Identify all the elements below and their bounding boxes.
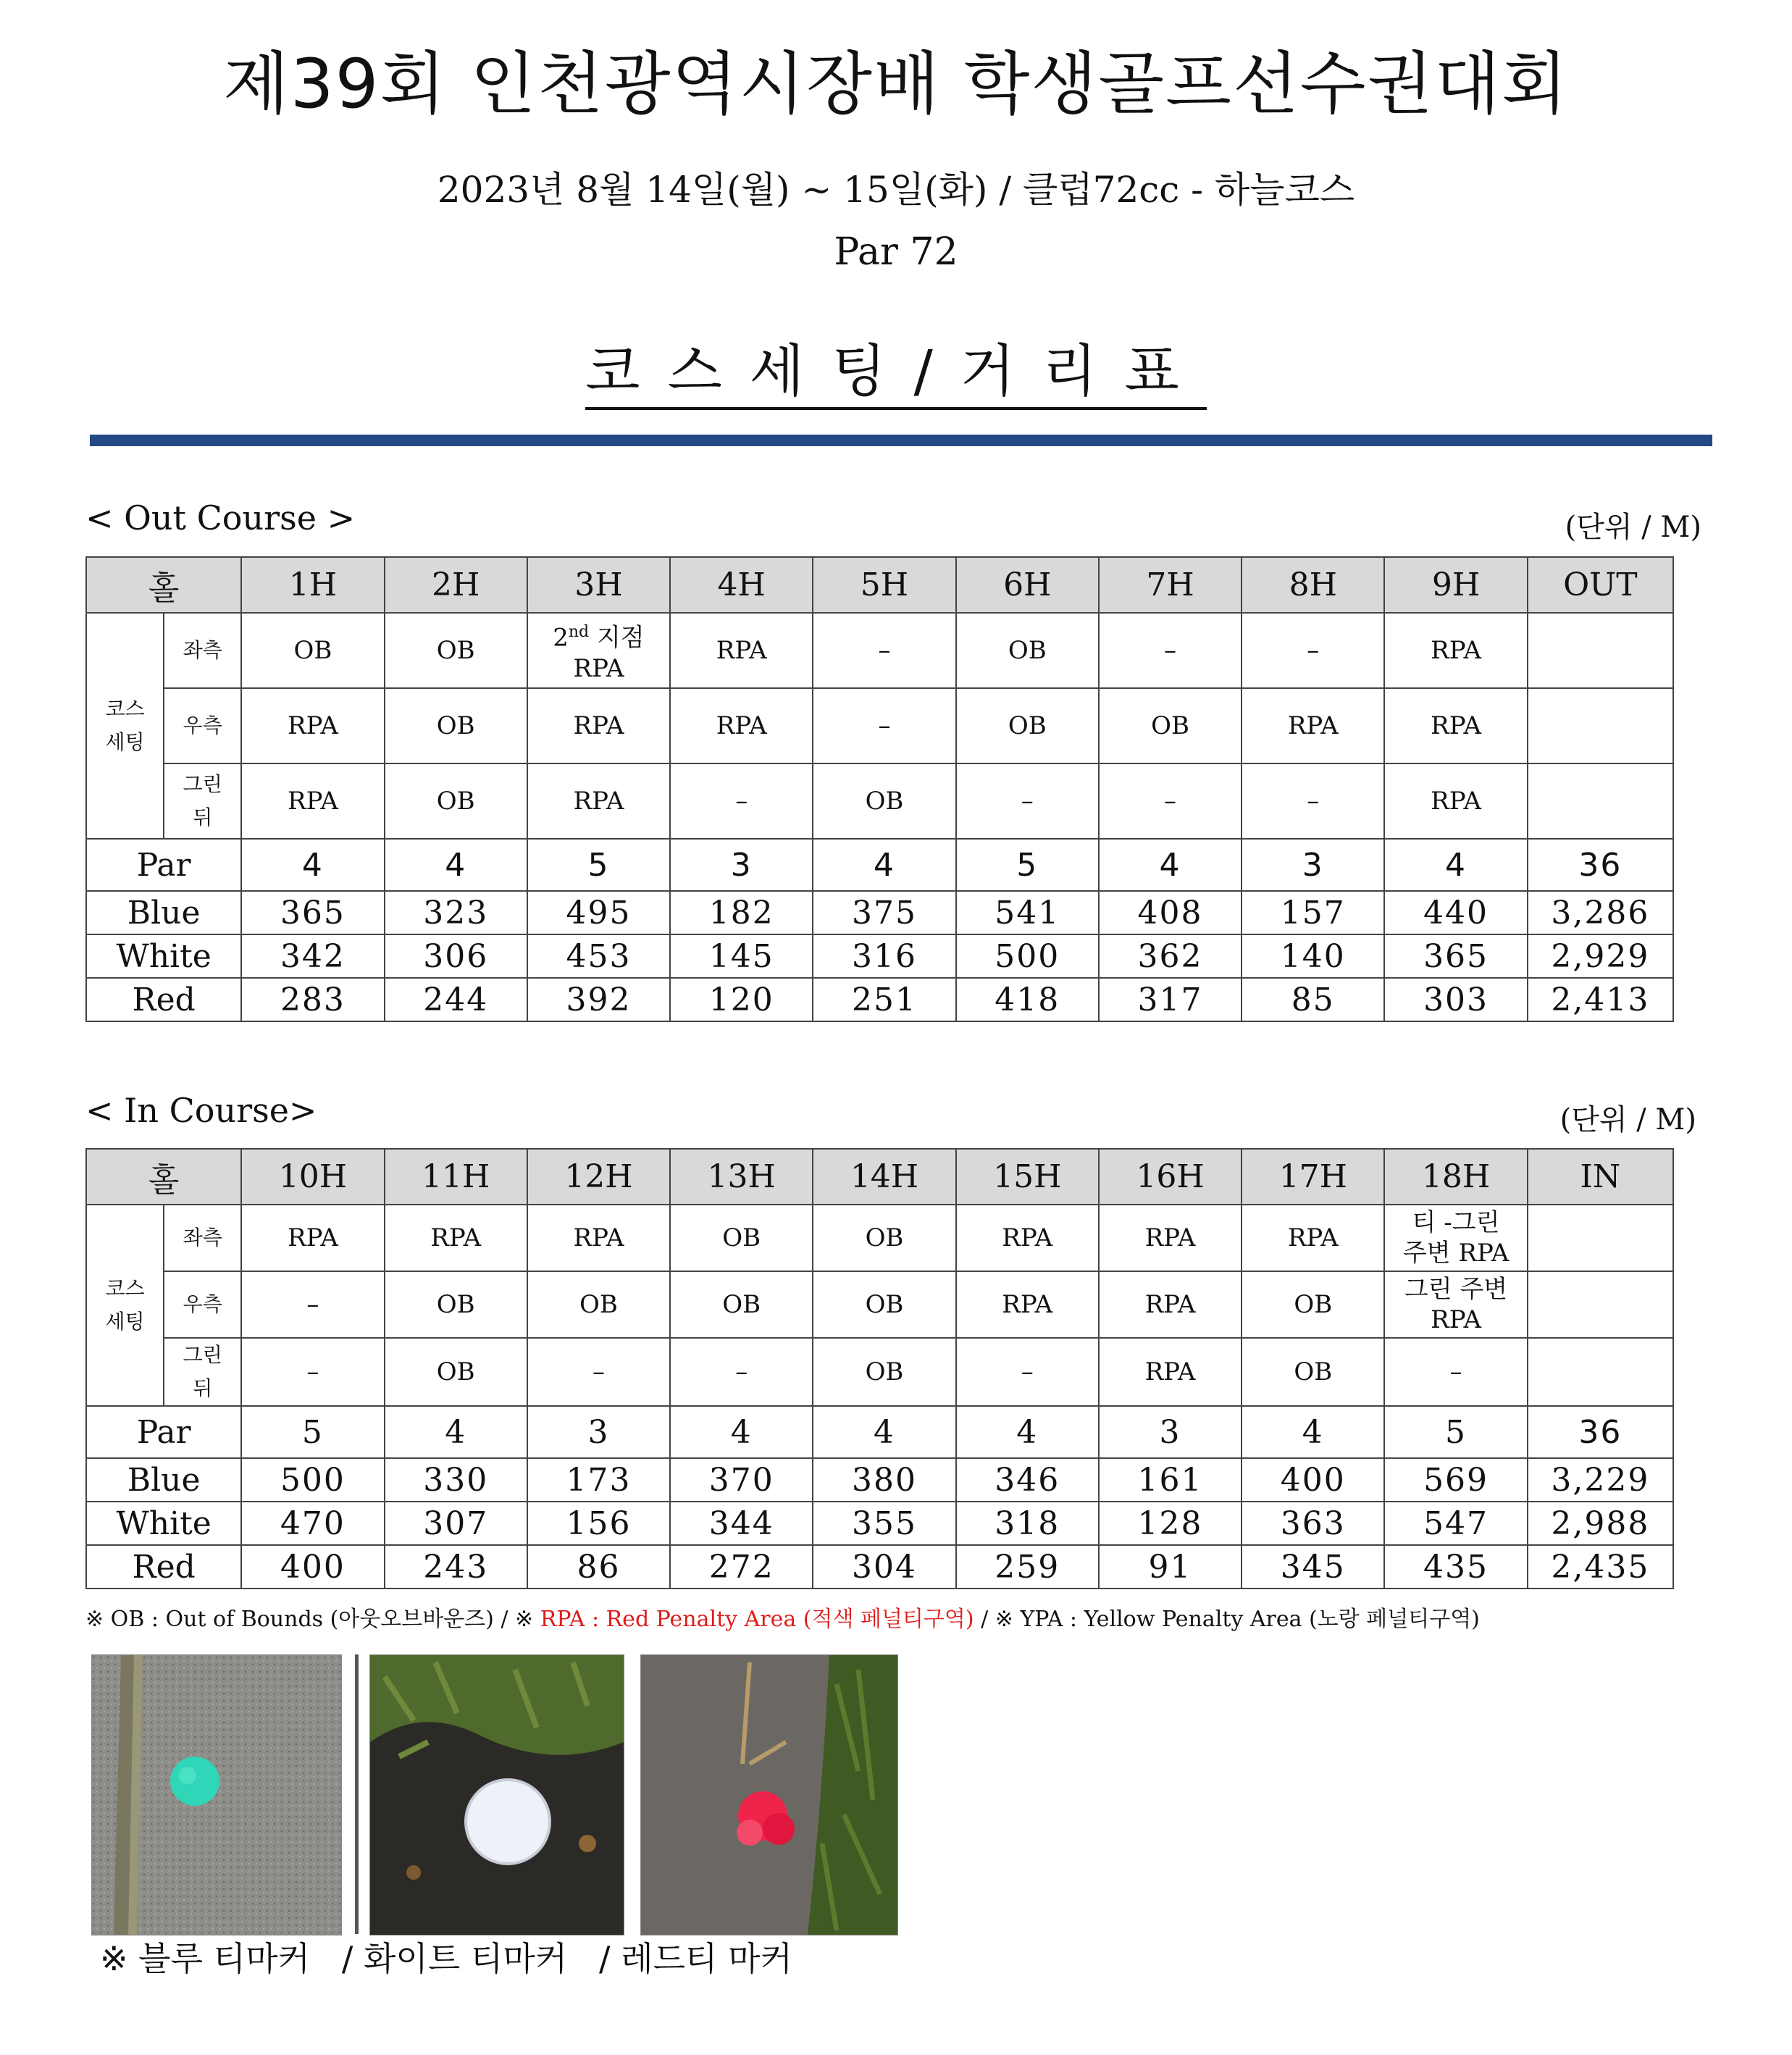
legend-notes	[85, 1601, 1480, 1633]
hole-number-header: 4H	[670, 557, 813, 613]
section-heading: 코스세팅/거리표	[0, 326, 1792, 407]
setting-cell: –	[956, 763, 1099, 839]
in-course-label: < In Course>	[85, 1091, 317, 1130]
setting-cell: RPA	[1384, 763, 1527, 839]
distance-cell: 140	[1242, 934, 1384, 978]
red-tee-marker-photo	[640, 1654, 898, 1935]
distance-cell: 362	[1099, 934, 1242, 978]
tee-label: Red	[86, 1545, 241, 1589]
setting-position-label: 그린 뒤	[164, 763, 241, 839]
setting-cell: OB	[385, 763, 527, 839]
distance-cell: 435	[1384, 1545, 1527, 1589]
setting-cell: OB	[956, 688, 1099, 763]
distance-cell: 547	[1384, 1502, 1527, 1545]
out-course-label: < Out Course >	[85, 498, 356, 537]
distance-cell: 400	[1242, 1458, 1384, 1502]
distance-cell: 365	[1384, 934, 1527, 978]
tee-row-blue	[86, 1458, 1673, 1502]
setting-cell: OB	[813, 1271, 955, 1338]
setting-total-cell	[1528, 688, 1673, 763]
setting-cell: –	[1242, 763, 1384, 839]
distance-cell: 306	[385, 934, 527, 978]
setting-cell: OB	[527, 1271, 670, 1338]
distance-cell: 145	[670, 934, 813, 978]
course-setting-label: 코스 세팅	[86, 613, 164, 839]
distance-cell: 365	[241, 891, 384, 934]
setting-total-cell	[1528, 613, 1673, 688]
par-cell: 3	[1242, 839, 1384, 891]
par-cell: 5	[956, 839, 1099, 891]
hole-number-header: 1H	[241, 557, 384, 613]
setting-cell: OB	[813, 1338, 955, 1406]
distance-total-cell: 2,929	[1528, 934, 1673, 978]
hole-number-header: 7H	[1099, 557, 1242, 613]
rpa-note: RPA : Red Penalty Area (적색 페널티구역)	[540, 1607, 974, 1632]
distance-cell: 380	[813, 1458, 955, 1502]
setting-cell: OB	[385, 1338, 527, 1406]
tee-label: Blue	[86, 891, 241, 934]
distance-cell: 259	[956, 1545, 1099, 1589]
distance-cell: 342	[241, 934, 384, 978]
par-label: Par	[86, 1406, 241, 1458]
hole-header-cell: 홀	[86, 1149, 241, 1205]
setting-cell: OB	[956, 613, 1099, 688]
tee-row-red	[86, 1545, 1673, 1589]
distance-cell: 157	[1242, 891, 1384, 934]
par-cell: 5	[1384, 1406, 1527, 1458]
course-par: Par 72	[834, 230, 958, 274]
tee-row-red	[86, 978, 1673, 1021]
course-setting-row	[86, 763, 1673, 839]
setting-cell: RPA	[241, 1205, 384, 1271]
hole-number-header: 15H	[956, 1149, 1099, 1205]
setting-cell: RPA	[527, 763, 670, 839]
setting-cell: –	[1099, 763, 1242, 839]
par-cell: 4	[241, 839, 384, 891]
setting-cell: RPA	[1384, 613, 1527, 688]
total-header: OUT	[1528, 557, 1673, 613]
par-cell: 3	[1099, 1406, 1242, 1458]
setting-cell: RPA	[670, 688, 813, 763]
distance-cell: 346	[956, 1458, 1099, 1502]
setting-position-label: 좌측	[164, 1205, 241, 1271]
par-total-cell: 36	[1528, 1406, 1673, 1458]
par-cell: 5	[241, 1406, 384, 1458]
distance-cell: 182	[670, 891, 813, 934]
hole-number-header: 13H	[670, 1149, 813, 1205]
distance-total-cell: 3,286	[1528, 891, 1673, 934]
distance-cell: 355	[813, 1502, 955, 1545]
ob-note: ※ OB : Out of Bounds (아웃오브바운즈) /	[85, 1607, 516, 1632]
setting-cell: RPA	[1099, 1271, 1242, 1338]
distance-cell: 128	[1099, 1502, 1242, 1545]
distance-cell: 500	[956, 934, 1099, 978]
distance-cell: 307	[385, 1502, 527, 1545]
hole-number-header: 3H	[527, 557, 670, 613]
setting-cell: –	[813, 688, 955, 763]
tee-row-white	[86, 934, 1673, 978]
setting-cell: RPA	[956, 1271, 1099, 1338]
setting-cell: OB	[385, 613, 527, 688]
distance-total-cell: 2,413	[1528, 978, 1673, 1021]
distance-cell: 418	[956, 978, 1099, 1021]
setting-position-label: 그린 뒤	[164, 1338, 241, 1406]
setting-cell: RPA	[527, 1205, 670, 1271]
setting-cell: OB	[385, 1271, 527, 1338]
distance-cell: 330	[385, 1458, 527, 1502]
setting-cell: OB	[813, 763, 955, 839]
distance-cell: 440	[1384, 891, 1527, 934]
setting-cell: –	[241, 1338, 384, 1406]
par-cell: 3	[670, 839, 813, 891]
tee-marker-caption: ※ 블루 티마커 / 화이트 티마커 / 레드티 마커	[100, 1939, 792, 1978]
setting-cell: RPA	[1099, 1338, 1242, 1406]
distance-cell: 375	[813, 891, 955, 934]
setting-cell: –	[527, 1338, 670, 1406]
distance-cell: 392	[527, 978, 670, 1021]
hole-number-header: 18H	[1384, 1149, 1527, 1205]
setting-position-label: 우측	[164, 688, 241, 763]
par-row	[86, 1406, 1673, 1458]
setting-cell: OB	[1099, 688, 1242, 763]
distance-total-cell: 3,229	[1528, 1458, 1673, 1502]
distance-cell: 120	[670, 978, 813, 1021]
blue-tee-marker-photo	[91, 1654, 342, 1935]
distance-cell: 316	[813, 934, 955, 978]
par-cell: 4	[1242, 1406, 1384, 1458]
tee-label: White	[86, 1502, 241, 1545]
par-row	[86, 839, 1673, 891]
course-setting-row	[86, 1205, 1673, 1271]
course-setting-row	[86, 613, 1673, 688]
setting-cell: OB	[670, 1205, 813, 1271]
setting-cell: RPA	[1384, 688, 1527, 763]
hole-number-header: 12H	[527, 1149, 670, 1205]
distance-cell: 569	[1384, 1458, 1527, 1502]
distance-total-cell: 2,988	[1528, 1502, 1673, 1545]
hole-number-header: 14H	[813, 1149, 955, 1205]
setting-cell: 2nd 지점 RPA	[527, 613, 670, 688]
distance-cell: 495	[527, 891, 670, 934]
par-cell: 4	[1099, 839, 1242, 891]
tee-label: Blue	[86, 1458, 241, 1502]
distance-cell: 500	[241, 1458, 384, 1502]
hole-header-cell: 홀	[86, 557, 241, 613]
distance-cell: 400	[241, 1545, 384, 1589]
distance-cell: 251	[813, 978, 955, 1021]
setting-cell: RPA	[527, 688, 670, 763]
setting-cell: RPA	[670, 613, 813, 688]
distance-cell: 156	[527, 1502, 670, 1545]
setting-cell: RPA	[1099, 1205, 1242, 1271]
distance-cell: 91	[1099, 1545, 1242, 1589]
par-cell: 4	[385, 1406, 527, 1458]
course-setting-row	[86, 1271, 1673, 1338]
tee-label: Red	[86, 978, 241, 1021]
par-cell: 4	[670, 1406, 813, 1458]
setting-cell: RPA	[956, 1205, 1099, 1271]
distance-cell: 363	[1242, 1502, 1384, 1545]
setting-cell: –	[241, 1271, 384, 1338]
setting-total-cell	[1528, 1338, 1673, 1406]
hole-number-header: 17H	[1242, 1149, 1384, 1205]
setting-cell: OB	[1242, 1271, 1384, 1338]
hole-number-header: 9H	[1384, 557, 1527, 613]
hole-number-header: 16H	[1099, 1149, 1242, 1205]
distance-cell: 244	[385, 978, 527, 1021]
distance-cell: 370	[670, 1458, 813, 1502]
distance-cell: 318	[956, 1502, 1099, 1545]
distance-cell: 453	[527, 934, 670, 978]
par-cell: 5	[527, 839, 670, 891]
distance-cell: 317	[1099, 978, 1242, 1021]
distance-cell: 161	[1099, 1458, 1242, 1502]
out-course-table	[85, 556, 1674, 1022]
document-title: 제39회 인천광역시장배 학생골프선수권대회	[223, 45, 1569, 124]
course-setting-label: 코스 세팅	[86, 1205, 164, 1406]
distance-cell: 304	[813, 1545, 955, 1589]
distance-cell: 86	[527, 1545, 670, 1589]
white-tee-marker-photo	[369, 1654, 624, 1935]
photo-divider	[355, 1654, 359, 1934]
distance-cell: 272	[670, 1545, 813, 1589]
hole-number-header: 6H	[956, 557, 1099, 613]
setting-total-cell	[1528, 763, 1673, 839]
setting-cell: –	[813, 613, 955, 688]
tee-row-blue	[86, 891, 1673, 934]
divider-bar	[90, 435, 1712, 446]
par-cell: 4	[813, 1406, 955, 1458]
event-date-venue: 2023년 8월 14일(월) ~ 15일(화) / 클럽72cc - 하늘코스	[437, 169, 1355, 211]
setting-cell: –	[1242, 613, 1384, 688]
tee-row-white	[86, 1502, 1673, 1545]
setting-cell: RPA	[241, 763, 384, 839]
hole-number-header: 11H	[385, 1149, 527, 1205]
distance-cell: 85	[1242, 978, 1384, 1021]
setting-cell: –	[670, 1338, 813, 1406]
par-cell: 3	[527, 1406, 670, 1458]
setting-cell: RPA	[385, 1205, 527, 1271]
setting-cell: RPA	[1242, 688, 1384, 763]
setting-cell: –	[1099, 613, 1242, 688]
ypa-note: / ※ YPA : Yellow Penalty Area (노랑 페널티구역)	[974, 1607, 1480, 1632]
distance-cell: 470	[241, 1502, 384, 1545]
setting-total-cell	[1528, 1205, 1673, 1271]
setting-cell: RPA	[241, 688, 384, 763]
setting-cell: OB	[670, 1271, 813, 1338]
in-course-unit: (단위 / M)	[1559, 1103, 1696, 1137]
distance-cell: 243	[385, 1545, 527, 1589]
tee-label: White	[86, 934, 241, 978]
distance-cell: 541	[956, 891, 1099, 934]
distance-cell: 345	[1242, 1545, 1384, 1589]
distance-cell: 323	[385, 891, 527, 934]
distance-cell: 303	[1384, 978, 1527, 1021]
distance-cell: 408	[1099, 891, 1242, 934]
hole-number-header: 8H	[1242, 557, 1384, 613]
setting-position-label: 좌측	[164, 613, 241, 688]
setting-cell: OB	[1242, 1338, 1384, 1406]
course-setting-row	[86, 688, 1673, 763]
setting-cell: RPA	[1242, 1205, 1384, 1271]
setting-cell: OB	[813, 1205, 955, 1271]
setting-cell: OB	[385, 688, 527, 763]
hole-number-header: 2H	[385, 557, 527, 613]
par-total-cell: 36	[1528, 839, 1673, 891]
course-setting-row	[86, 1338, 1673, 1406]
rpa-note-prefix: ※	[515, 1607, 540, 1632]
par-cell: 4	[385, 839, 527, 891]
setting-position-label: 우측	[164, 1271, 241, 1338]
setting-total-cell	[1528, 1271, 1673, 1338]
par-cell: 4	[813, 839, 955, 891]
setting-cell: OB	[241, 613, 384, 688]
hole-number-header: 10H	[241, 1149, 384, 1205]
setting-cell: 그린 주변 RPA	[1384, 1271, 1527, 1338]
par-label: Par	[86, 839, 241, 891]
hole-number-header: 5H	[813, 557, 955, 613]
distance-cell: 344	[670, 1502, 813, 1545]
setting-cell: 티 -그린 주변 RPA	[1384, 1205, 1527, 1271]
distance-cell: 283	[241, 978, 384, 1021]
setting-cell: –	[670, 763, 813, 839]
setting-cell: –	[1384, 1338, 1527, 1406]
par-cell: 4	[1384, 839, 1527, 891]
par-cell: 4	[956, 1406, 1099, 1458]
distance-total-cell: 2,435	[1528, 1545, 1673, 1589]
setting-cell: –	[956, 1338, 1099, 1406]
out-course-unit: (단위 / M)	[1565, 511, 1701, 544]
total-header: IN	[1528, 1149, 1673, 1205]
distance-cell: 173	[527, 1458, 670, 1502]
in-course-table	[85, 1148, 1674, 1589]
